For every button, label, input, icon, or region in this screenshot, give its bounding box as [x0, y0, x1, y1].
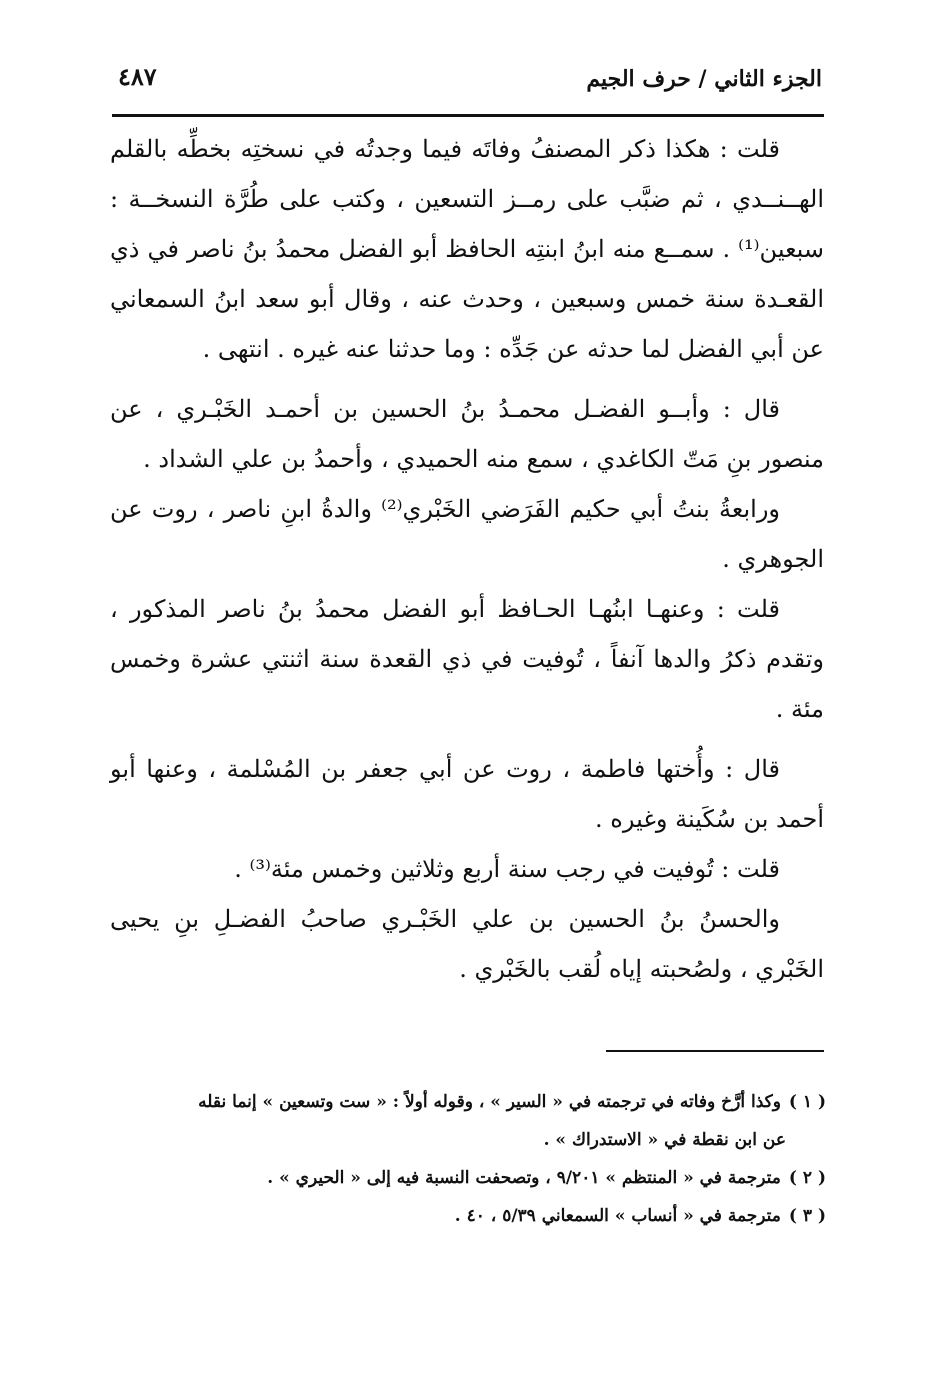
footnote-text: وكذا أرَّخ وفاته في ترجمته في « السير » ، وقوله أولاً : « ست وتسعين » إنما نقله [198, 1092, 781, 1112]
footnote-number: ( ٣ ) [788, 1206, 826, 1226]
footnote-1 [112, 1086, 826, 1118]
paragraph-5: قال : وأُختها فاطمة ، روت عن أبي جعفر بن المُسْلمة ، وعنها أبو أحمد بن سُكَينة وغيره . [110, 755, 824, 833]
running-title: الجزء الثاني / حرف الجيم [586, 66, 822, 92]
page-header [112, 56, 822, 104]
footnote-number: ( ٢ ) [788, 1168, 826, 1188]
paragraph-6: قلت : تُوفيت في رجب سنة أربع وثلاثين وخمس مئة⁽³⁾ . [234, 855, 780, 883]
footnote-number: ( ١ ) [788, 1092, 826, 1112]
footnote-3 [112, 1200, 826, 1232]
footnote-text: مترجمة في « المنتظم » ٩/٢٠١ ، وتصحفت النسبة فيه إلى « الحيري » . [267, 1168, 781, 1188]
footnote-1-continuation: عن ابن نقطة في « الاستدراك » . [543, 1130, 786, 1150]
paragraph-4: قلت : وعنهـا ابنُهـا الحـافظ أبو الفضل محمدُ بنُ ناصر المذكور ، وتقدم ذكرُ والدها آنفاً ، تُوفيت في ذي القعدة سنة اثنتي عشرة وخمس مئة . [110, 595, 824, 723]
footnote-2 [112, 1162, 826, 1194]
paragraph-2: قال : وأبــو الفضـل محمـدُ بنُ الحسين بن أحمـد الخَبْـري ، عن منصور بنِ مَتّ الكاغدي ، سمع منه الحميدي ، وأحمدُ بن علي الشداد . [110, 395, 824, 473]
paragraph-3: ورابعةُ بنتُ أبي حكيم الفَرَضي الخَبْري⁽²⁾ والدةُ ابنِ ناصر ، روت عن الجوهري . [110, 495, 824, 573]
paragraph-1: قلت : هكذا ذكر المصنفُ وفاتَه فيما وجدتُه في نسختِه بخطِّه بالقلم الهــنــدي ، ثم ضبَّب على رمــز التسعين ، وكتب على طُرَّة النسخــة : سبعين⁽¹⁾ . سمــع منه ابنُ ابنتِه الحافظ أبو الفضل محمدُ بنُ ناصر في ذي القعـدة سنة خمس وسبعين ، وحدث عنه ، وقال أبو سعد ابنُ السمعاني عن أبي الفضل لما حدثه عن جَدِّه : وما حدثنا عنه غيره . انتهى . [110, 135, 824, 363]
header-rule [112, 114, 824, 117]
footnote-text: مترجمة في « أنساب » السمعاني ٥/٣٩ ، ٤٠ . [454, 1206, 781, 1226]
main-text [110, 124, 824, 994]
page-number: ٤٨٧ [118, 62, 157, 91]
footnote-separator [606, 1050, 824, 1052]
footnotes [112, 1086, 826, 1238]
paragraph-7: والحسنُ بنُ الحسين بن علي الخَبْـري صاحبُ الفضـلِ بنِ يحيى الخَبْري ، ولصُحبته إياه لُقب بالخَبْري . [110, 905, 824, 983]
